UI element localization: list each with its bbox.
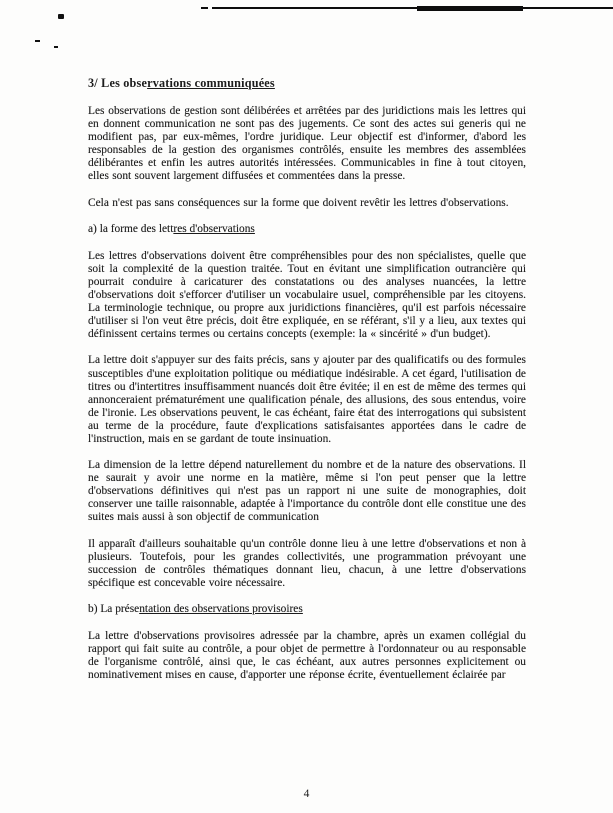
paragraph: La lettre doit s'appuyer sur des faits précis, sans y ajouter par des qualificatifs ou des formules susceptibles d'une exploitation politique ou médiatique indésirable. A cet égard, l'utilisation de titres ou d'intertitres insuffisamment nuancés doit être évitée; il en est de même des termes qui annonceraient prématurément une qualification pénale, des allusions, des sous entendus, voire de l'ironie. Les observations peuvent, le cas échéant, faire état des interrogations qui subsistent au terme de la procédure, faute d'explications satisfaisantes apportées dans le cadre de l'instruction, mais en se gardant de toute insinuation. (88, 354, 526, 445)
scan-speck (58, 14, 64, 19)
page-number: 4 (303, 788, 310, 800)
paragraph: Les lettres d'observations doivent être compréhensibles pour des non spécialistes, quelle que soit la complexité de la question traitée. Tout en évitant une simplification outrancière qui pourrait conduire à caricaturer des constatations ou des analyses nuancées, la lettre d'observations doit s'efforcer d'utiliser un vocabulaire usuel, compréhensible par les citoyens. La terminologie technique, ou propre aux juridictions financières, qu'il est parfois nécessaire d'utiliser si l'on veut être précis, doit être expliquée, en se référant, s'il y a lieu, aux textes qui définissent certains termes ou certains concepts (exemple: la « sincérité » d'un budget). (88, 249, 526, 341)
subheading-b-plain: b) La prése (88, 602, 140, 615)
scan-speck (54, 46, 58, 48)
paragraph: Cela n'est pas sans conséquences sur la forme que doivent revêtir les lettres d'observations. (88, 196, 509, 209)
scan-artifact-top-line (212, 7, 613, 9)
scan-artifact-dash (201, 7, 208, 9)
subheading-b-underlined: ntation des observations provisoires (139, 602, 303, 615)
subheading-a-plain: a) la forme des lett (88, 222, 174, 235)
paragraph: Il apparaît d'ailleurs souhaitable qu'un contrôle donne lieu à une lettre d'observations et non à plusieurs. Toutefois, pour les grandes collectivités, une programmation prévoyant une succession de contrôles thématiques donnant lieu, chacun, à une lettre d'observations spécifique est concevable voire nécessaire. (88, 537, 526, 589)
paragraph: Les observations de gestion sont délibérées et arrêtées par des juridictions mais les lettres qui en donnent communication ne sont pas des jugements. Ce sont des actes sui generis qui ne modifient pas, par eux-mêmes, l'ordre juridique. Leur objectif est d'informer, d'abord les responsables de la gestion des organismes contrôlés, ensuite les membres des assemblées délibérantes et enfin les autres autorités intéressées. Communicables in fine à tout citoyen, elles sont souvent largement diffusées et commentées dans la presse. (88, 105, 526, 183)
scan-artifact-top-line-thick (417, 6, 523, 11)
section-title-plain: 3/ Les obse (88, 76, 148, 90)
subheading-a-underlined: res d'observations (173, 222, 255, 235)
section-title-underlined: rvations communiquées (147, 76, 275, 90)
section-title (88, 76, 526, 91)
document-body (88, 76, 526, 695)
scan-speck (35, 40, 40, 42)
subheading-a (88, 223, 526, 236)
subheading-b (88, 603, 526, 616)
paragraph: La lettre d'observations provisoires adressée par la chambre, après un examen collégial du rapport qui fait suite au contrôle, a pour objet de permettre à l'ordonnateur ou au responsable de l'organisme contrôlé, ainsi que, le cas échéant, aux autres personnes explicitement ou nominativement mises en cause, d'apporter une réponse écrite, éventuellement éclairée par (88, 630, 526, 682)
paragraph: La dimension de la lettre dépend naturellement du nombre et de la nature des observations. Il ne saurait y avoir une norme en la matière, même si l'on peut penser que la lettre d'observations définitives qui n'est pas un rapport ni une suite de monographies, doit conserver une taille raisonnable, adaptée à l'importance du contrôle dont elle constitue une des suites mais aussi à son objectif de communication (88, 459, 526, 524)
